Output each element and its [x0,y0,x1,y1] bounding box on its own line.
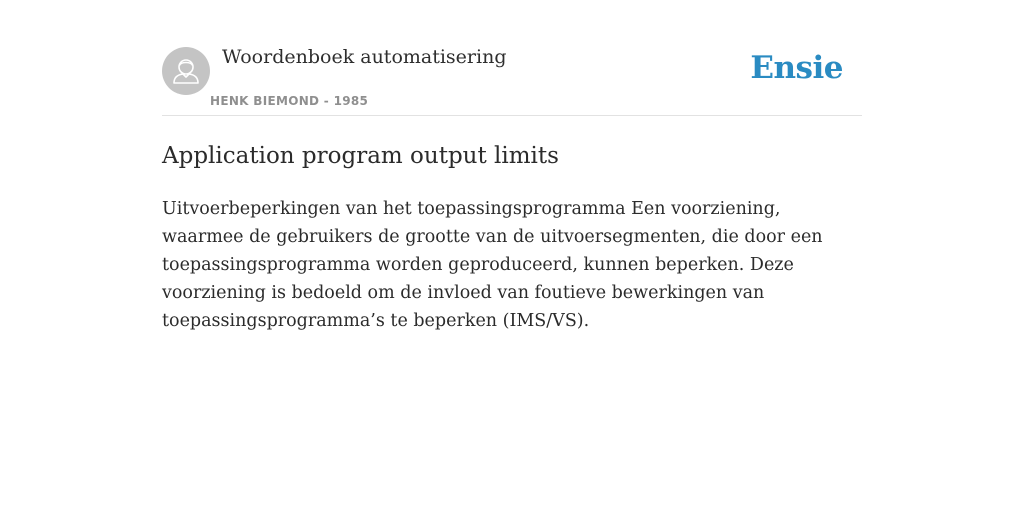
author-year-separator: - [319,94,334,108]
book-title[interactable]: Woordenboek automatisering [222,46,507,68]
avatar-graphic [162,47,210,95]
entry-card [162,40,862,335]
user-silhouette-icon [162,47,210,95]
brand-logo[interactable]: Ensie [750,50,843,86]
author-name[interactable]: HENK BIEMOND [210,94,320,108]
entry-title: Application program output limits [162,143,559,169]
entry-header [162,40,862,116]
publication-year: 1985 [333,94,369,108]
author-line [210,94,368,108]
entry-body: Uitvoerbeperkingen van het toepassingsprogramma Een voorziening, waarmee de gebruikers de grootte van de uitvoersegmenten, die door een toepassingsprogramma worden geproduceerd, kunnen beperken. Deze voorziening is bedoeld om de invloed van foutieve bewerkingen van toepassingsprogramma’s te beperken (IMS/VS). [162,199,823,331]
